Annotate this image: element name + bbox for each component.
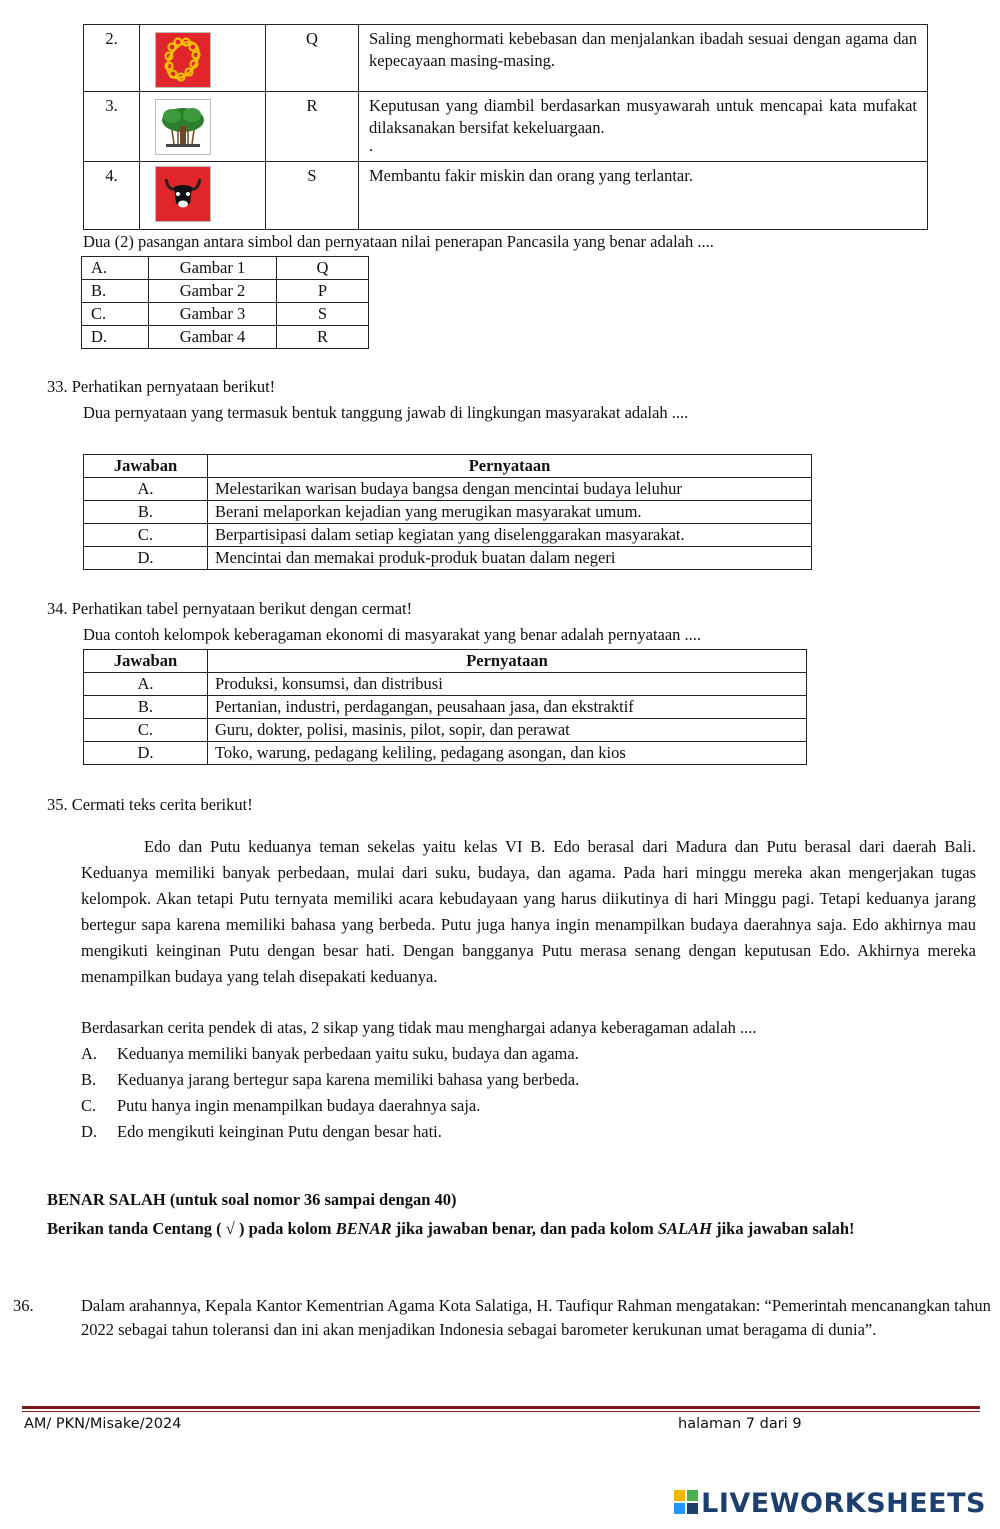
answer-key: D.: [84, 547, 208, 570]
option-label: D.: [82, 326, 149, 349]
q36-text: Dalam arahannya, Kepala Kantor Kementrian Agama Kota Salatiga, H. Taufiqur Rahman mengatakan: “Pemerintah mencanangkan tahun 2022 sebagai tahun toleransi dan ini akan menjadikan Indonesia sebagai barometer kerukunan umat beragama di dunia”.: [81, 1296, 991, 1339]
table-row: [84, 25, 928, 92]
statement-cell: Produksi, konsumsi, dan distribusi: [208, 673, 807, 696]
table-row[interactable]: [84, 547, 812, 570]
footer-rule: [22, 1406, 980, 1409]
answer-key: B.: [84, 696, 208, 719]
table-row[interactable]: [84, 524, 812, 547]
q33-prompt: Dua pernyataan yang termasuk bentuk tanggung jawab di lingkungan masyarakat adalah ....: [83, 403, 689, 422]
q35-option-b[interactable]: [81, 1070, 579, 1090]
table-header: [84, 650, 807, 673]
table-row[interactable]: [84, 696, 807, 719]
option-label: D.: [81, 1122, 98, 1141]
option-image: Gambar 3: [149, 303, 277, 326]
table-row[interactable]: [84, 501, 812, 524]
section-instruction: Berikan tanda Centang ( √ ) pada kolom BENAR jika jawaban benar, dan pada kolom SALAH jika jawaban salah!: [47, 1219, 855, 1238]
table-row: [84, 92, 928, 162]
row-number: 2.: [84, 25, 140, 92]
q35-option-a[interactable]: [81, 1044, 579, 1064]
footer-rule-thin: [22, 1411, 980, 1412]
option-text: Keduanya memiliki banyak perbedaan yaitu suku, budaya dan agama.: [117, 1044, 579, 1063]
q32-prompt: Dua (2) pasangan antara simbol dan pernyataan nilai penerapan Pancasila yang benar adalah ....: [83, 232, 714, 251]
q34-statement-table: [83, 649, 807, 765]
option-label: B.: [82, 280, 149, 303]
option-label: B.: [81, 1070, 97, 1089]
q35-title: 35. Cermati teks cerita berikut!: [47, 795, 253, 814]
q32-answer-table: [81, 256, 369, 349]
option-letter: R: [277, 326, 369, 349]
table-row[interactable]: [84, 478, 812, 501]
table-row[interactable]: [84, 719, 807, 742]
option-label: C.: [82, 303, 149, 326]
option-image: Gambar 2: [149, 280, 277, 303]
table-row[interactable]: [82, 280, 369, 303]
header-statement: Pernyataan: [208, 650, 807, 673]
q33-statement-table: [83, 454, 812, 570]
option-image: Gambar 4: [149, 326, 277, 349]
header-answer: Jawaban: [84, 650, 208, 673]
statement-cell: Melestarikan warisan budaya bangsa dengan mencintai budaya leluhur: [208, 478, 812, 501]
q35-option-d[interactable]: [81, 1122, 442, 1142]
table-row: [84, 162, 928, 230]
q36-number: 36.: [13, 1296, 34, 1315]
q36: [13, 1294, 1000, 1342]
option-letter: Q: [277, 257, 369, 280]
answer-key: C.: [84, 524, 208, 547]
footer-left: AM/ PKN/Misake/2024: [24, 1416, 182, 1432]
footer-page-number: halaman 7 dari 9: [678, 1416, 802, 1432]
statement-cell: Berpartisipasi dalam setiap kegiatan yang diselenggarakan masyarakat.: [208, 524, 812, 547]
answer-key: A.: [84, 673, 208, 696]
q33-title: 33. Perhatikan pernyataan berikut!: [47, 377, 276, 396]
option-label: A.: [81, 1044, 98, 1063]
chain-symbol-icon: [155, 32, 211, 88]
statement-cell: Guru, dokter, polisi, masinis, pilot, sopir, dan perawat: [208, 719, 807, 742]
q35-story: Edo dan Putu keduanya teman sekelas yaitu kelas VI B. Edo berasal dari Madura dan Putu berasal dari daerah Bali. Keduanya memiliki banyak perbedaan, mulai dari suku, budaya, dan agama. Pada hari minggu mereka akan mengerjakan tugas kelompok. Akan tetapi Putu ternyata memiliki acara kebudayaan yang harus diikutinya di hari Minggu pagi. Tetapi keduanya jarang bertegur sapa karena memiliki bahasa yang berbeda. Putu juga hanya ingin menampilkan budaya daerahnya saja. Edo akhirnya mau mengikuti keinginan Putu dengan besar hati. Dengan bangganya Putu merasa senang dengan keputusan Edo. Akhirnya mereka menampilkan budaya yang telah disepakati keduanya.: [81, 837, 976, 986]
statement-text: Saling menghormati kebebasan dan menjalankan ibadah sesuai dengan agama dan kepecayaan masing-masing.: [359, 25, 928, 92]
q34-prompt: Dua contoh kelompok keberagaman ekonomi di masyarakat yang benar adalah pernyataan ....: [83, 625, 702, 644]
answer-key: D.: [84, 742, 208, 765]
option-label: A.: [82, 257, 149, 280]
statement-text: Membantu fakir miskin dan orang yang terlantar.: [359, 162, 928, 230]
option-image: Gambar 1: [149, 257, 277, 280]
answer-key: A.: [84, 478, 208, 501]
answer-key: B.: [84, 501, 208, 524]
header-statement: Pernyataan: [208, 455, 812, 478]
option-text: Putu hanya ingin menampilkan budaya daerahnya saja.: [117, 1096, 481, 1115]
symbol-letter: S: [266, 162, 359, 230]
table-row[interactable]: [84, 742, 807, 765]
table-header: [84, 455, 812, 478]
liveworksheets-icon: [673, 1489, 699, 1515]
statement-cell: Toko, warung, pedagang keliling, pedagang asongan, dan kios: [208, 742, 807, 765]
option-label: C.: [81, 1096, 97, 1115]
banyan-tree-symbol-icon: [155, 99, 211, 155]
bull-head-symbol-icon: [155, 166, 211, 222]
symbol-letter: Q: [266, 25, 359, 92]
watermark-text: LIVEWORKSHEETS: [701, 1488, 986, 1519]
q35-prompt: Berdasarkan cerita pendek di atas, 2 sikap yang tidak mau menghargai adanya keberagaman adalah ....: [81, 1018, 757, 1037]
liveworksheets-logo: [673, 1488, 986, 1519]
statement-text: Keputusan yang diambil berdasarkan musyawarah untuk mencapai kata mufakat dilaksanakan bersifat kekeluargaan.: [369, 96, 917, 137]
statement-cell: Mencintai dan memakai produk-produk buatan dalam negeri: [208, 547, 812, 570]
option-letter: P: [277, 280, 369, 303]
q34-title: 34. Perhatikan tabel pernyataan berikut dengan cermat!: [47, 599, 413, 618]
table-row[interactable]: [84, 673, 807, 696]
answer-key: C.: [84, 719, 208, 742]
row-number: 4.: [84, 162, 140, 230]
benar-label: BENAR: [335, 1219, 392, 1238]
q35-option-c[interactable]: [81, 1096, 480, 1116]
symbols-table: [83, 24, 928, 230]
stray-period: .: [369, 136, 374, 155]
header-answer: Jawaban: [84, 455, 208, 478]
table-row[interactable]: [82, 257, 369, 280]
option-letter: S: [277, 303, 369, 326]
statement-cell: Pertanian, industri, perdagangan, peusahaan jasa, dan ekstraktif: [208, 696, 807, 719]
section-heading: BENAR SALAH (untuk soal nomor 36 sampai dengan 40): [47, 1190, 457, 1209]
symbol-letter: R: [266, 92, 359, 162]
salah-label: SALAH: [657, 1219, 712, 1238]
table-row[interactable]: [82, 326, 369, 349]
option-text: Edo mengikuti keinginan Putu dengan besar hati.: [117, 1122, 442, 1141]
statement-cell: Berani melaporkan kejadian yang merugikan masyarakat umum.: [208, 501, 812, 524]
table-row[interactable]: [82, 303, 369, 326]
option-text: Keduanya jarang bertegur sapa karena memiliki bahasa yang berbeda.: [117, 1070, 580, 1089]
row-number: 3.: [84, 92, 140, 162]
